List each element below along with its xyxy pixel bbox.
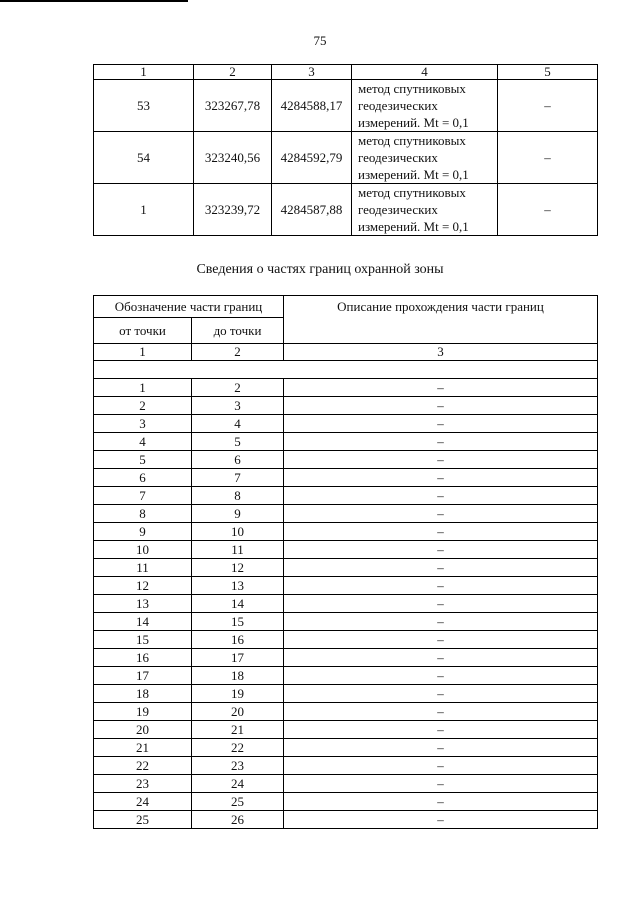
coordinates-table bbox=[93, 64, 598, 236]
to-point-cell: 11 bbox=[192, 541, 284, 559]
table-row bbox=[94, 469, 598, 487]
header-from-point: от точки bbox=[94, 318, 192, 344]
to-point-cell: 18 bbox=[192, 667, 284, 685]
table-row bbox=[94, 415, 598, 433]
column-number-5: 5 bbox=[498, 65, 598, 80]
description-cell: – bbox=[284, 505, 598, 523]
to-point-cell: 13 bbox=[192, 577, 284, 595]
coordinate-x: 323239,72 bbox=[194, 184, 272, 236]
from-point-cell: 20 bbox=[94, 721, 192, 739]
method-description: метод спутниковых геодезических измерений. Mt = 0,1 bbox=[352, 132, 498, 184]
table-row bbox=[94, 433, 598, 451]
point-number: 53 bbox=[94, 80, 194, 132]
description-cell: – bbox=[284, 811, 598, 829]
description-cell: – bbox=[284, 433, 598, 451]
description-cell: – bbox=[284, 541, 598, 559]
table-row bbox=[94, 80, 598, 132]
description-cell: – bbox=[284, 577, 598, 595]
note-dash: – bbox=[498, 80, 598, 132]
description-cell: – bbox=[284, 397, 598, 415]
method-description: метод спутниковых геодезических измерений. Mt = 0,1 bbox=[352, 184, 498, 236]
table-row bbox=[94, 505, 598, 523]
to-point-cell: 22 bbox=[192, 739, 284, 757]
column-number-1: 1 bbox=[94, 65, 194, 80]
to-point-cell: 17 bbox=[192, 649, 284, 667]
table-row bbox=[94, 541, 598, 559]
from-point-cell: 12 bbox=[94, 577, 192, 595]
to-point-cell: 12 bbox=[192, 559, 284, 577]
note-dash: – bbox=[498, 184, 598, 236]
description-cell: – bbox=[284, 739, 598, 757]
description-cell: – bbox=[284, 595, 598, 613]
point-number: 1 bbox=[94, 184, 194, 236]
from-point-cell: 8 bbox=[94, 505, 192, 523]
to-point-cell: 4 bbox=[192, 415, 284, 433]
from-point-cell: 17 bbox=[94, 667, 192, 685]
table-row bbox=[94, 379, 598, 397]
table-row bbox=[94, 132, 598, 184]
boundary-table-column-numbers bbox=[94, 344, 598, 361]
coordinate-y: 4284592,79 bbox=[272, 132, 352, 184]
from-point-cell: 5 bbox=[94, 451, 192, 469]
to-point-cell: 21 bbox=[192, 721, 284, 739]
blank-cell bbox=[94, 361, 598, 379]
from-point-cell: 25 bbox=[94, 811, 192, 829]
from-point-cell: 9 bbox=[94, 523, 192, 541]
from-point-cell: 10 bbox=[94, 541, 192, 559]
to-point-cell: 10 bbox=[192, 523, 284, 541]
description-cell: – bbox=[284, 793, 598, 811]
method-description: метод спутниковых геодезических измерений. Mt = 0,1 bbox=[352, 80, 498, 132]
boundary-parts-table bbox=[93, 295, 598, 829]
column-number-3: 3 bbox=[284, 344, 598, 361]
note-dash: – bbox=[498, 132, 598, 184]
table-row bbox=[94, 559, 598, 577]
from-point-cell: 2 bbox=[94, 397, 192, 415]
column-number-1: 1 bbox=[94, 344, 192, 361]
description-cell: – bbox=[284, 379, 598, 397]
point-number: 54 bbox=[94, 132, 194, 184]
column-number-3: 3 bbox=[272, 65, 352, 80]
coordinate-x: 323267,78 bbox=[194, 80, 272, 132]
from-point-cell: 22 bbox=[94, 757, 192, 775]
boundary-table-body bbox=[94, 379, 598, 829]
boundary-table-header-row bbox=[94, 296, 598, 318]
table-row bbox=[94, 721, 598, 739]
description-cell: – bbox=[284, 703, 598, 721]
description-cell: – bbox=[284, 613, 598, 631]
coordinates-table-header-row bbox=[94, 65, 598, 80]
description-cell: – bbox=[284, 451, 598, 469]
to-point-cell: 5 bbox=[192, 433, 284, 451]
to-point-cell: 20 bbox=[192, 703, 284, 721]
from-point-cell: 1 bbox=[94, 379, 192, 397]
to-point-cell: 6 bbox=[192, 451, 284, 469]
description-cell: – bbox=[284, 487, 598, 505]
from-point-cell: 23 bbox=[94, 775, 192, 793]
coordinate-y: 4284588,17 bbox=[272, 80, 352, 132]
table-row bbox=[94, 811, 598, 829]
from-point-cell: 3 bbox=[94, 415, 192, 433]
table-row bbox=[94, 685, 598, 703]
table-row bbox=[94, 577, 598, 595]
from-point-cell: 13 bbox=[94, 595, 192, 613]
description-cell: – bbox=[284, 721, 598, 739]
from-point-cell: 15 bbox=[94, 631, 192, 649]
description-cell: – bbox=[284, 685, 598, 703]
table-row bbox=[94, 739, 598, 757]
table-row bbox=[94, 775, 598, 793]
description-cell: – bbox=[284, 523, 598, 541]
to-point-cell: 14 bbox=[192, 595, 284, 613]
from-point-cell: 18 bbox=[94, 685, 192, 703]
description-cell: – bbox=[284, 775, 598, 793]
description-cell: – bbox=[284, 631, 598, 649]
table-row bbox=[94, 397, 598, 415]
description-cell: – bbox=[284, 757, 598, 775]
to-point-cell: 9 bbox=[192, 505, 284, 523]
to-point-cell: 23 bbox=[192, 757, 284, 775]
to-point-cell: 24 bbox=[192, 775, 284, 793]
from-point-cell: 14 bbox=[94, 613, 192, 631]
header-description: Описание прохождения части границ bbox=[284, 296, 598, 344]
from-point-cell: 7 bbox=[94, 487, 192, 505]
to-point-cell: 25 bbox=[192, 793, 284, 811]
table-row bbox=[94, 613, 598, 631]
coordinate-y: 4284587,88 bbox=[272, 184, 352, 236]
page-number: 75 bbox=[313, 33, 327, 48]
to-point-cell: 26 bbox=[192, 811, 284, 829]
from-point-cell: 24 bbox=[94, 793, 192, 811]
from-point-cell: 19 bbox=[94, 703, 192, 721]
description-cell: – bbox=[284, 469, 598, 487]
section-caption: Сведения о частях границ охранной зоны bbox=[196, 262, 444, 277]
from-point-cell: 6 bbox=[94, 469, 192, 487]
to-point-cell: 15 bbox=[192, 613, 284, 631]
table-row bbox=[94, 667, 598, 685]
to-point-cell: 2 bbox=[192, 379, 284, 397]
table-row bbox=[94, 523, 598, 541]
table-row bbox=[94, 631, 598, 649]
from-point-cell: 21 bbox=[94, 739, 192, 757]
table-row bbox=[94, 451, 598, 469]
to-point-cell: 8 bbox=[192, 487, 284, 505]
description-cell: – bbox=[284, 559, 598, 577]
to-point-cell: 7 bbox=[192, 469, 284, 487]
column-number-4: 4 bbox=[352, 65, 498, 80]
description-cell: – bbox=[284, 415, 598, 433]
from-point-cell: 16 bbox=[94, 649, 192, 667]
column-number-2: 2 bbox=[192, 344, 284, 361]
table-row bbox=[94, 184, 598, 236]
table-row bbox=[94, 649, 598, 667]
table-row bbox=[94, 487, 598, 505]
header-to-point: до точки bbox=[192, 318, 284, 344]
top-rule bbox=[0, 0, 188, 2]
table-row bbox=[94, 595, 598, 613]
blank-row bbox=[94, 361, 598, 379]
from-point-cell: 4 bbox=[94, 433, 192, 451]
description-cell: – bbox=[284, 649, 598, 667]
table-row bbox=[94, 757, 598, 775]
table-row bbox=[94, 793, 598, 811]
to-point-cell: 19 bbox=[192, 685, 284, 703]
to-point-cell: 3 bbox=[192, 397, 284, 415]
to-point-cell: 16 bbox=[192, 631, 284, 649]
coordinate-x: 323240,56 bbox=[194, 132, 272, 184]
table-row bbox=[94, 703, 598, 721]
from-point-cell: 11 bbox=[94, 559, 192, 577]
description-cell: – bbox=[284, 667, 598, 685]
header-designation: Обозначение части границ bbox=[94, 296, 284, 318]
column-number-2: 2 bbox=[194, 65, 272, 80]
